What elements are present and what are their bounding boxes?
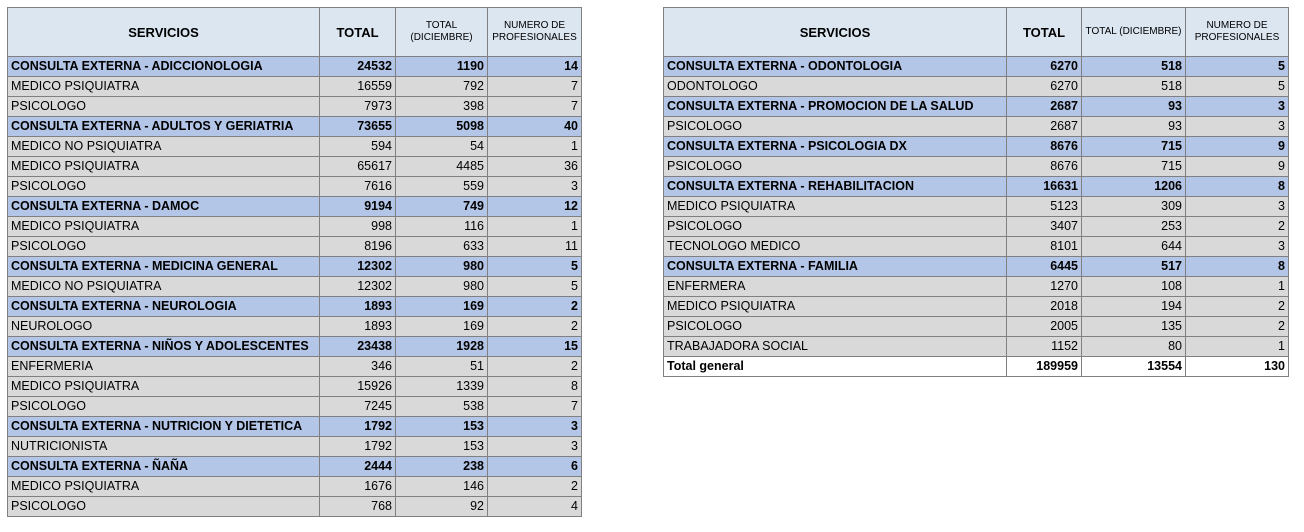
- total-cell: 15926: [320, 377, 396, 397]
- total-cell: 16559: [320, 77, 396, 97]
- total-cell: 346: [320, 357, 396, 377]
- total-diciembre-cell: 80: [1082, 337, 1186, 357]
- service-group-row: [8, 257, 582, 277]
- service-name-cell: MEDICO PSIQUIATRA: [664, 197, 1007, 217]
- service-name-cell: CONSULTA EXTERNA - ÑAÑA: [8, 457, 320, 477]
- total-cell: 1676: [320, 477, 396, 497]
- numero-profesionales-cell: 11: [488, 237, 582, 257]
- total-cell: 7616: [320, 177, 396, 197]
- header-total: TOTAL: [320, 8, 396, 57]
- total-diciembre-cell: 1206: [1082, 177, 1186, 197]
- service-group-row: [664, 57, 1289, 77]
- total-cell: 23438: [320, 337, 396, 357]
- header-total-diciembre: TOTAL (DICIEMBRE): [1082, 8, 1186, 57]
- services-table-right: [663, 7, 1289, 377]
- total-cell: 8101: [1007, 237, 1082, 257]
- total-cell: 594: [320, 137, 396, 157]
- total-diciembre-cell: 1339: [396, 377, 488, 397]
- service-name-cell: MEDICO NO PSIQUIATRA: [8, 277, 320, 297]
- numero-profesionales-cell: 3: [488, 177, 582, 197]
- professional-row: [664, 117, 1289, 137]
- total-diciembre-cell: 194: [1082, 297, 1186, 317]
- service-name-cell: MEDICO PSIQUIATRA: [8, 77, 320, 97]
- total-diciembre-cell: 715: [1082, 157, 1186, 177]
- total-cell: 9194: [320, 197, 396, 217]
- numero-profesionales-cell: 6: [488, 457, 582, 477]
- total-cell: 6270: [1007, 57, 1082, 77]
- total-diciembre-cell: 559: [396, 177, 488, 197]
- professional-row: [8, 357, 582, 377]
- total-diciembre-cell: 792: [396, 77, 488, 97]
- numero-profesionales-cell: 3: [1186, 117, 1289, 137]
- professional-row: [8, 157, 582, 177]
- professional-row: [8, 137, 582, 157]
- professional-row: [8, 277, 582, 297]
- service-group-row: [8, 337, 582, 357]
- numero-profesionales-cell: 5: [488, 257, 582, 277]
- service-name-cell: CONSULTA EXTERNA - MEDICINA GENERAL: [8, 257, 320, 277]
- total-cell: 65617: [320, 157, 396, 177]
- professional-row: [664, 297, 1289, 317]
- total-diciembre-cell: 135: [1082, 317, 1186, 337]
- numero-profesionales-cell: 8: [488, 377, 582, 397]
- total-cell: 73655: [320, 117, 396, 137]
- numero-profesionales-cell: 5: [1186, 57, 1289, 77]
- service-name-cell: CONSULTA EXTERNA - NEUROLOGIA: [8, 297, 320, 317]
- professional-row: [8, 97, 582, 117]
- services-table-left: [7, 7, 582, 517]
- professional-row: [8, 77, 582, 97]
- service-name-cell: CONSULTA EXTERNA - ADULTOS Y GERIATRIA: [8, 117, 320, 137]
- total-diciembre-cell: 51: [396, 357, 488, 377]
- professional-row: [664, 77, 1289, 97]
- total-diciembre-cell: 153: [396, 417, 488, 437]
- service-name-cell: NUTRICIONISTA: [8, 437, 320, 457]
- numero-profesionales-cell: 12: [488, 197, 582, 217]
- header-row: [664, 8, 1289, 57]
- total-cell: 1893: [320, 297, 396, 317]
- total-diciembre-cell: 169: [396, 317, 488, 337]
- professional-row: [664, 197, 1289, 217]
- service-name-cell: PSICOLOGO: [8, 397, 320, 417]
- total-cell: 6270: [1007, 77, 1082, 97]
- numero-profesionales-cell: 5: [1186, 77, 1289, 97]
- total-cell: 2444: [320, 457, 396, 477]
- service-group-row: [664, 137, 1289, 157]
- service-name-cell: TECNOLOGO MEDICO: [664, 237, 1007, 257]
- total-cell: 8196: [320, 237, 396, 257]
- service-name-cell: PSICOLOGO: [664, 217, 1007, 237]
- numero-profesionales-cell: 5: [488, 277, 582, 297]
- service-group-row: [664, 97, 1289, 117]
- professional-row: [8, 237, 582, 257]
- total-cell: 2687: [1007, 117, 1082, 137]
- grand-total-row: [664, 357, 1289, 377]
- numero-profesionales-cell: 2: [488, 357, 582, 377]
- service-name-cell: MEDICO PSIQUIATRA: [8, 377, 320, 397]
- total-diciembre-cell: 93: [1082, 117, 1186, 137]
- professional-row: [8, 377, 582, 397]
- header-total-diciembre: TOTAL (DICIEMBRE): [396, 8, 488, 57]
- service-group-row: [8, 417, 582, 437]
- numero-profesionales-cell: 2: [1186, 217, 1289, 237]
- total-cell: 1792: [320, 437, 396, 457]
- total-cell: 7245: [320, 397, 396, 417]
- service-name-cell: CONSULTA EXTERNA - DAMOC: [8, 197, 320, 217]
- total-cell: 12302: [320, 277, 396, 297]
- total-diciembre-cell: 153: [396, 437, 488, 457]
- numero-profesionales-cell: 3: [1186, 197, 1289, 217]
- total-cell: 8676: [1007, 137, 1082, 157]
- total-diciembre-cell: 538: [396, 397, 488, 417]
- service-name-cell: MEDICO PSIQUIATRA: [664, 297, 1007, 317]
- total-cell: 998: [320, 217, 396, 237]
- total-diciembre-cell: 54: [396, 137, 488, 157]
- numero-profesionales-cell: 36: [488, 157, 582, 177]
- service-name-cell: ENFERMERA: [664, 277, 1007, 297]
- total-diciembre-cell: 5098: [396, 117, 488, 137]
- header-numero-profesionales: NUMERO DE PROFESIONALES: [488, 8, 582, 57]
- total-cell: 2018: [1007, 297, 1082, 317]
- professional-row: [8, 177, 582, 197]
- service-name-cell: MEDICO PSIQUIATRA: [8, 477, 320, 497]
- service-name-cell: ENFERMERIA: [8, 357, 320, 377]
- total-cell: 2687: [1007, 97, 1082, 117]
- total-diciembre-cell: 238: [396, 457, 488, 477]
- header-total: TOTAL: [1007, 8, 1082, 57]
- total-diciembre-cell: 1928: [396, 337, 488, 357]
- total-cell: 8676: [1007, 157, 1082, 177]
- service-name-cell: CONSULTA EXTERNA - NIÑOS Y ADOLESCENTES: [8, 337, 320, 357]
- total-cell: 189959: [1007, 357, 1082, 377]
- professional-row: [664, 237, 1289, 257]
- total-cell: 1152: [1007, 337, 1082, 357]
- service-name-cell: CONSULTA EXTERNA - ADICCIONOLOGIA: [8, 57, 320, 77]
- numero-profesionales-cell: 9: [1186, 137, 1289, 157]
- total-cell: 1270: [1007, 277, 1082, 297]
- numero-profesionales-cell: 1: [488, 217, 582, 237]
- total-cell: 7973: [320, 97, 396, 117]
- total-diciembre-cell: 980: [396, 257, 488, 277]
- total-cell: 16631: [1007, 177, 1082, 197]
- professional-row: [8, 317, 582, 337]
- service-name-cell: TRABAJADORA SOCIAL: [664, 337, 1007, 357]
- total-diciembre-cell: 169: [396, 297, 488, 317]
- professional-row: [664, 337, 1289, 357]
- professional-row: [8, 497, 582, 517]
- service-name-cell: NEUROLOGO: [8, 317, 320, 337]
- service-group-row: [8, 57, 582, 77]
- total-diciembre-cell: 92: [396, 497, 488, 517]
- service-name-cell: CONSULTA EXTERNA - REHABILITACION: [664, 177, 1007, 197]
- service-name-cell: CONSULTA EXTERNA - PSICOLOGIA DX: [664, 137, 1007, 157]
- total-diciembre-cell: 13554: [1082, 357, 1186, 377]
- service-name-cell: MEDICO PSIQUIATRA: [8, 217, 320, 237]
- total-diciembre-cell: 1190: [396, 57, 488, 77]
- numero-profesionales-cell: 1: [1186, 337, 1289, 357]
- professional-row: [8, 397, 582, 417]
- numero-profesionales-cell: 7: [488, 397, 582, 417]
- service-name-cell: Total general: [664, 357, 1007, 377]
- numero-profesionales-cell: 8: [1186, 177, 1289, 197]
- total-cell: 768: [320, 497, 396, 517]
- numero-profesionales-cell: 2: [1186, 297, 1289, 317]
- numero-profesionales-cell: 9: [1186, 157, 1289, 177]
- numero-profesionales-cell: 2: [488, 317, 582, 337]
- total-diciembre-cell: 715: [1082, 137, 1186, 157]
- numero-profesionales-cell: 7: [488, 77, 582, 97]
- total-diciembre-cell: 644: [1082, 237, 1186, 257]
- total-cell: 2005: [1007, 317, 1082, 337]
- service-name-cell: PSICOLOGO: [8, 177, 320, 197]
- numero-profesionales-cell: 2: [1186, 317, 1289, 337]
- service-name-cell: PSICOLOGO: [664, 117, 1007, 137]
- service-group-row: [8, 117, 582, 137]
- service-name-cell: CONSULTA EXTERNA - NUTRICION Y DIETETICA: [8, 417, 320, 437]
- total-diciembre-cell: 517: [1082, 257, 1186, 277]
- service-name-cell: PSICOLOGO: [8, 97, 320, 117]
- header-row: [8, 8, 582, 57]
- professional-row: [664, 277, 1289, 297]
- service-name-cell: CONSULTA EXTERNA - FAMILIA: [664, 257, 1007, 277]
- total-cell: 6445: [1007, 257, 1082, 277]
- service-group-row: [8, 297, 582, 317]
- numero-profesionales-cell: 8: [1186, 257, 1289, 277]
- numero-profesionales-cell: 15: [488, 337, 582, 357]
- professional-row: [8, 217, 582, 237]
- professional-row: [8, 477, 582, 497]
- total-cell: 12302: [320, 257, 396, 277]
- service-group-row: [8, 197, 582, 217]
- total-diciembre-cell: 518: [1082, 57, 1186, 77]
- numero-profesionales-cell: 1: [1186, 277, 1289, 297]
- numero-profesionales-cell: 40: [488, 117, 582, 137]
- total-diciembre-cell: 116: [396, 217, 488, 237]
- header-servicios: SERVICIOS: [664, 8, 1007, 57]
- numero-profesionales-cell: 3: [1186, 237, 1289, 257]
- total-diciembre-cell: 253: [1082, 217, 1186, 237]
- service-name-cell: MEDICO NO PSIQUIATRA: [8, 137, 320, 157]
- total-diciembre-cell: 108: [1082, 277, 1186, 297]
- numero-profesionales-cell: 14: [488, 57, 582, 77]
- numero-profesionales-cell: 7: [488, 97, 582, 117]
- total-cell: 5123: [1007, 197, 1082, 217]
- numero-profesionales-cell: 1: [488, 137, 582, 157]
- service-name-cell: ODONTOLOGO: [664, 77, 1007, 97]
- table-body-right: [664, 57, 1289, 377]
- service-name-cell: PSICOLOGO: [8, 237, 320, 257]
- total-diciembre-cell: 4485: [396, 157, 488, 177]
- numero-profesionales-cell: 130: [1186, 357, 1289, 377]
- total-diciembre-cell: 980: [396, 277, 488, 297]
- service-group-row: [664, 257, 1289, 277]
- professional-row: [664, 157, 1289, 177]
- numero-profesionales-cell: 4: [488, 497, 582, 517]
- professional-row: [8, 437, 582, 457]
- numero-profesionales-cell: 3: [1186, 97, 1289, 117]
- numero-profesionales-cell: 2: [488, 297, 582, 317]
- total-cell: 1792: [320, 417, 396, 437]
- service-name-cell: PSICOLOGO: [8, 497, 320, 517]
- professional-row: [664, 317, 1289, 337]
- numero-profesionales-cell: 3: [488, 437, 582, 457]
- numero-profesionales-cell: 2: [488, 477, 582, 497]
- service-name-cell: PSICOLOGO: [664, 157, 1007, 177]
- service-name-cell: CONSULTA EXTERNA - PROMOCION DE LA SALUD: [664, 97, 1007, 117]
- service-name-cell: PSICOLOGO: [664, 317, 1007, 337]
- total-cell: 3407: [1007, 217, 1082, 237]
- professional-row: [664, 217, 1289, 237]
- total-diciembre-cell: 93: [1082, 97, 1186, 117]
- total-diciembre-cell: 633: [396, 237, 488, 257]
- service-group-row: [664, 177, 1289, 197]
- total-diciembre-cell: 146: [396, 477, 488, 497]
- total-diciembre-cell: 518: [1082, 77, 1186, 97]
- header-servicios: SERVICIOS: [8, 8, 320, 57]
- total-diciembre-cell: 749: [396, 197, 488, 217]
- service-name-cell: CONSULTA EXTERNA - ODONTOLOGIA: [664, 57, 1007, 77]
- header-numero-profesionales: NUMERO DE PROFESIONALES: [1186, 8, 1289, 57]
- service-name-cell: MEDICO PSIQUIATRA: [8, 157, 320, 177]
- total-cell: 24532: [320, 57, 396, 77]
- table-body-left: [8, 57, 582, 517]
- service-group-row: [8, 457, 582, 477]
- total-diciembre-cell: 309: [1082, 197, 1186, 217]
- numero-profesionales-cell: 3: [488, 417, 582, 437]
- total-diciembre-cell: 398: [396, 97, 488, 117]
- total-cell: 1893: [320, 317, 396, 337]
